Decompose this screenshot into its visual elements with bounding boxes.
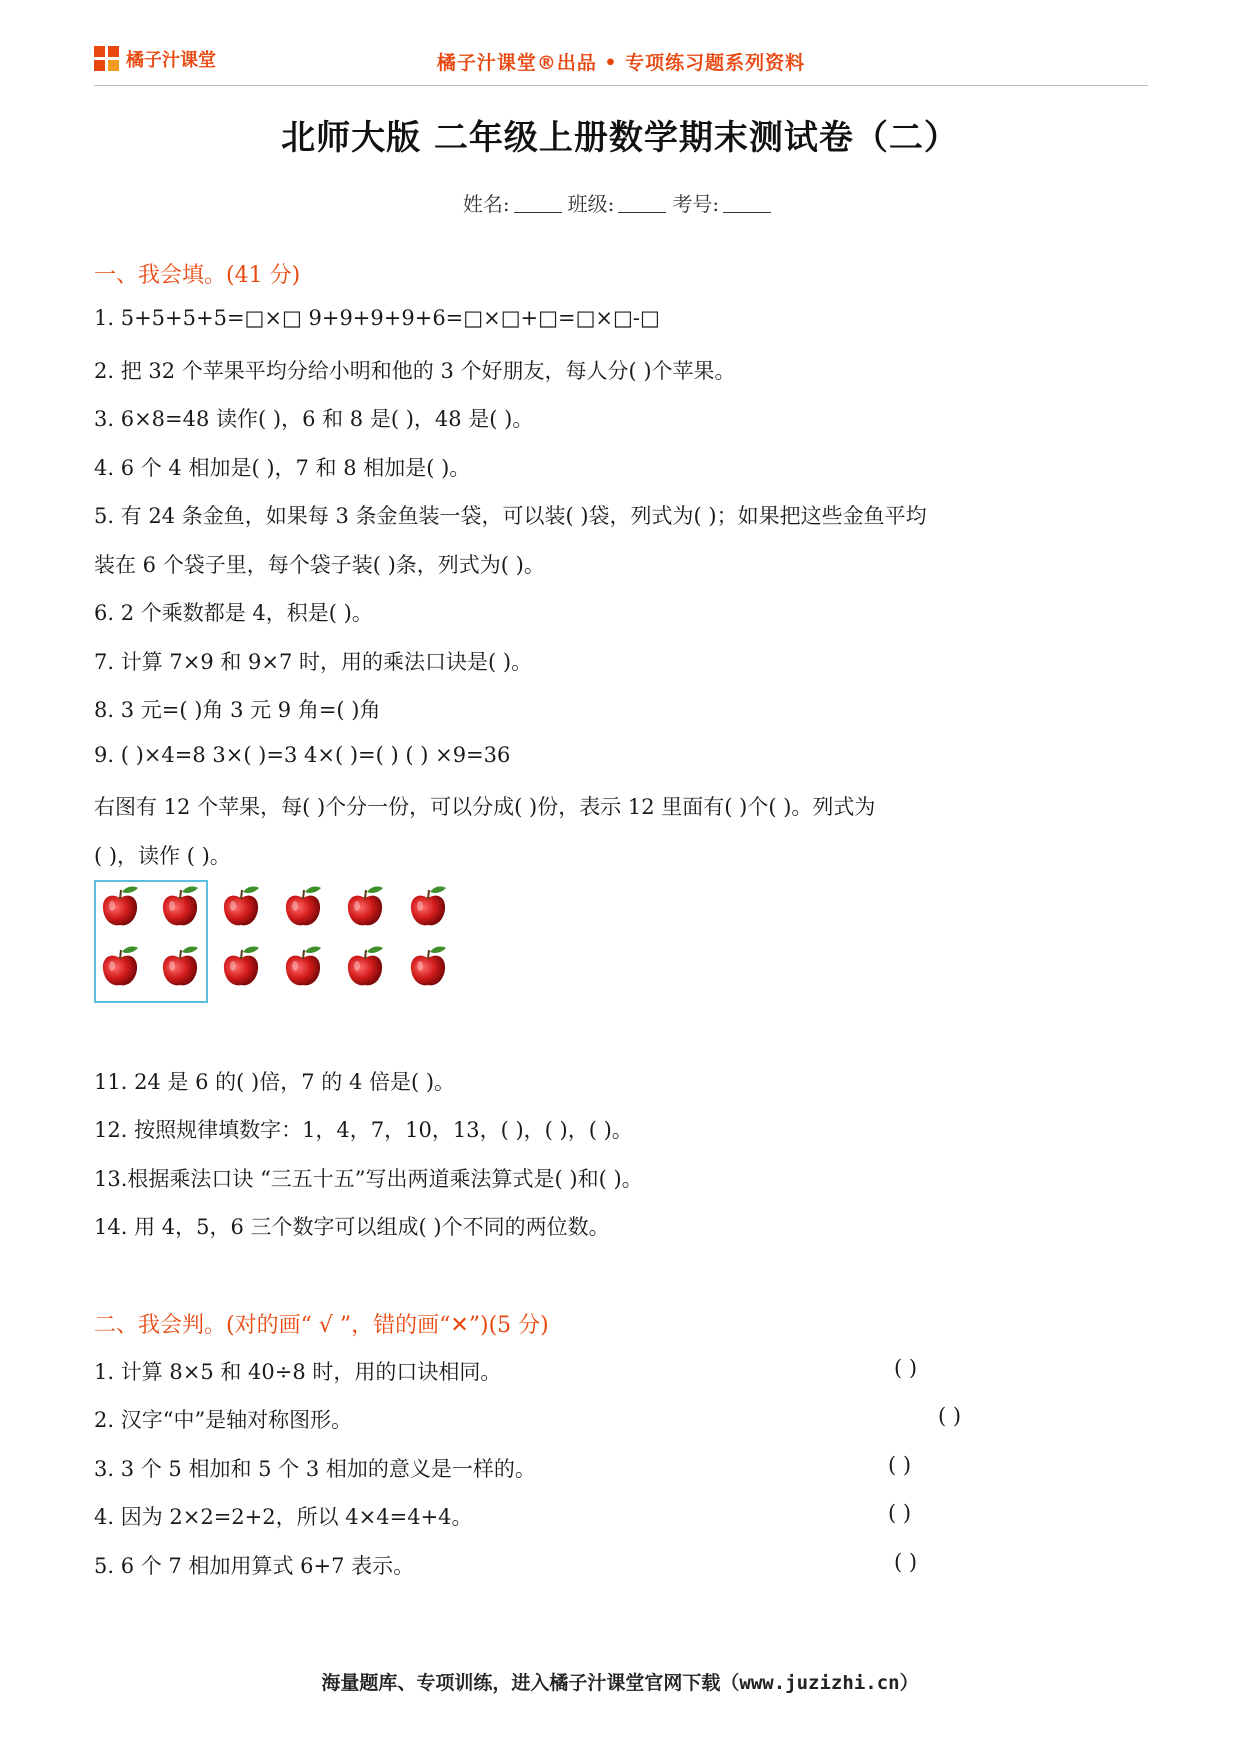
name-label: 姓名: <box>462 192 510 216</box>
question-line: 14. 用 4，5，6 三个数字可以组成( )个不同的两位数。 <box>94 1215 610 1239</box>
class-blank[interactable] <box>618 193 666 213</box>
header-title: 橘子汁课堂®出品 • 专项练习题系列资料 <box>436 52 806 74</box>
question-line: 2. 把 32 个苹果平均分给小明和他的 3 个好朋友，每人分( )个苹果。 <box>94 359 736 383</box>
question-line: 装在 6 个袋子里，每个袋子装( )条，列式为( )。 <box>94 553 545 577</box>
answer-parentheses[interactable]: ( ) <box>894 1550 918 1574</box>
apple-icon <box>345 944 385 988</box>
question-line: ( )，读作 ( )。 <box>94 844 231 868</box>
question-line: 7. 计算 7×9 和 9×7 时，用的乘法口诀是( )。 <box>94 650 533 674</box>
question-line: 右图有 12 个苹果，每( )个分一份，可以分成( )份，表示 12 里面有( )个( )。列式为 <box>94 795 876 819</box>
document-title: 北师大版 二年级上册数学期末测试卷（二） <box>281 118 959 158</box>
number-blank[interactable] <box>723 193 771 213</box>
logo-text: 橘子汁课堂 <box>126 50 216 71</box>
name-blank[interactable] <box>514 193 562 213</box>
apple-icon <box>408 884 448 928</box>
question-line: 6. 2 个乘数都是 4，积是( )。 <box>94 601 373 625</box>
question-line: 12. 按照规律填数字：1，4，7，10，13，( )，( )，( )。 <box>94 1118 633 1142</box>
apple-icon <box>408 944 448 988</box>
apple-icon <box>221 944 261 988</box>
apple-icon <box>100 884 140 928</box>
answer-parentheses[interactable]: ( ) <box>888 1453 912 1477</box>
answer-parentheses[interactable]: ( ) <box>888 1501 912 1525</box>
question-line: 13.根据乘法口诀 “三五十五”写出两道乘法算式是( )和( )。 <box>94 1167 643 1191</box>
section2-heading: 二、我会判。(对的画“ √ ”，错的画“✕”)(5 分) <box>94 1313 549 1338</box>
question-line: 11. 24 是 6 的( )倍，7 的 4 倍是( )。 <box>94 1070 456 1094</box>
question-line: 5. 有 24 条金鱼，如果每 3 条金鱼装一袋，可以装( )袋，列式为( )；如果把这些金鱼平均 <box>94 504 927 528</box>
judge-item: 4. 因为 2×2=2+2，所以 4×4=4+4。 <box>94 1505 473 1529</box>
judge-item: 5. 6 个 7 相加用算式 6+7 表示。 <box>94 1554 415 1578</box>
page-header <box>94 42 1148 86</box>
answer-parentheses[interactable]: ( ) <box>938 1404 962 1428</box>
question-line: 4. 6 个 4 相加是( )，7 和 8 相加是( )。 <box>94 456 471 480</box>
judge-item: 1. 计算 8×5 和 40÷8 时，用的口诀相同。 <box>94 1360 502 1384</box>
number-label: 考号: <box>672 192 720 216</box>
apple-icon <box>221 884 261 928</box>
judge-item: 3. 3 个 5 相加和 5 个 3 相加的意义是一样的。 <box>94 1457 536 1481</box>
apple-icon <box>100 944 140 988</box>
judge-item: 2. 汉字“中”是轴对称图形。 <box>94 1408 353 1432</box>
question-line: 1. 5+5+5+5=□×□ 9+9+9+9+6=□×□+□=□×□-□ <box>94 306 660 330</box>
apple-picture <box>94 880 474 1005</box>
student-info-line <box>0 188 1240 217</box>
apple-icon <box>345 884 385 928</box>
question-line: 9. ( )×4=8 3×( )=3 4×( )=( ) ( ) ×9=36 <box>94 743 511 767</box>
class-label: 班级: <box>567 192 615 216</box>
answer-parentheses[interactable]: ( ) <box>894 1356 918 1380</box>
section1-heading: 一、我会填。(41 分) <box>94 263 301 288</box>
apple-icon <box>160 944 200 988</box>
apple-icon <box>283 884 323 928</box>
question-line: 8. 3 元=( )角 3 元 9 角=( )角 <box>94 698 381 722</box>
page-footer: 海量题库、专项训练，进入橘子汁课堂官网下载（www.juzizhi.cn） <box>321 1672 919 1694</box>
apple-icon <box>160 884 200 928</box>
question-line: 3. 6×8=48 读作( )，6 和 8 是( )，48 是( )。 <box>94 407 534 431</box>
apple-icon <box>283 944 323 988</box>
